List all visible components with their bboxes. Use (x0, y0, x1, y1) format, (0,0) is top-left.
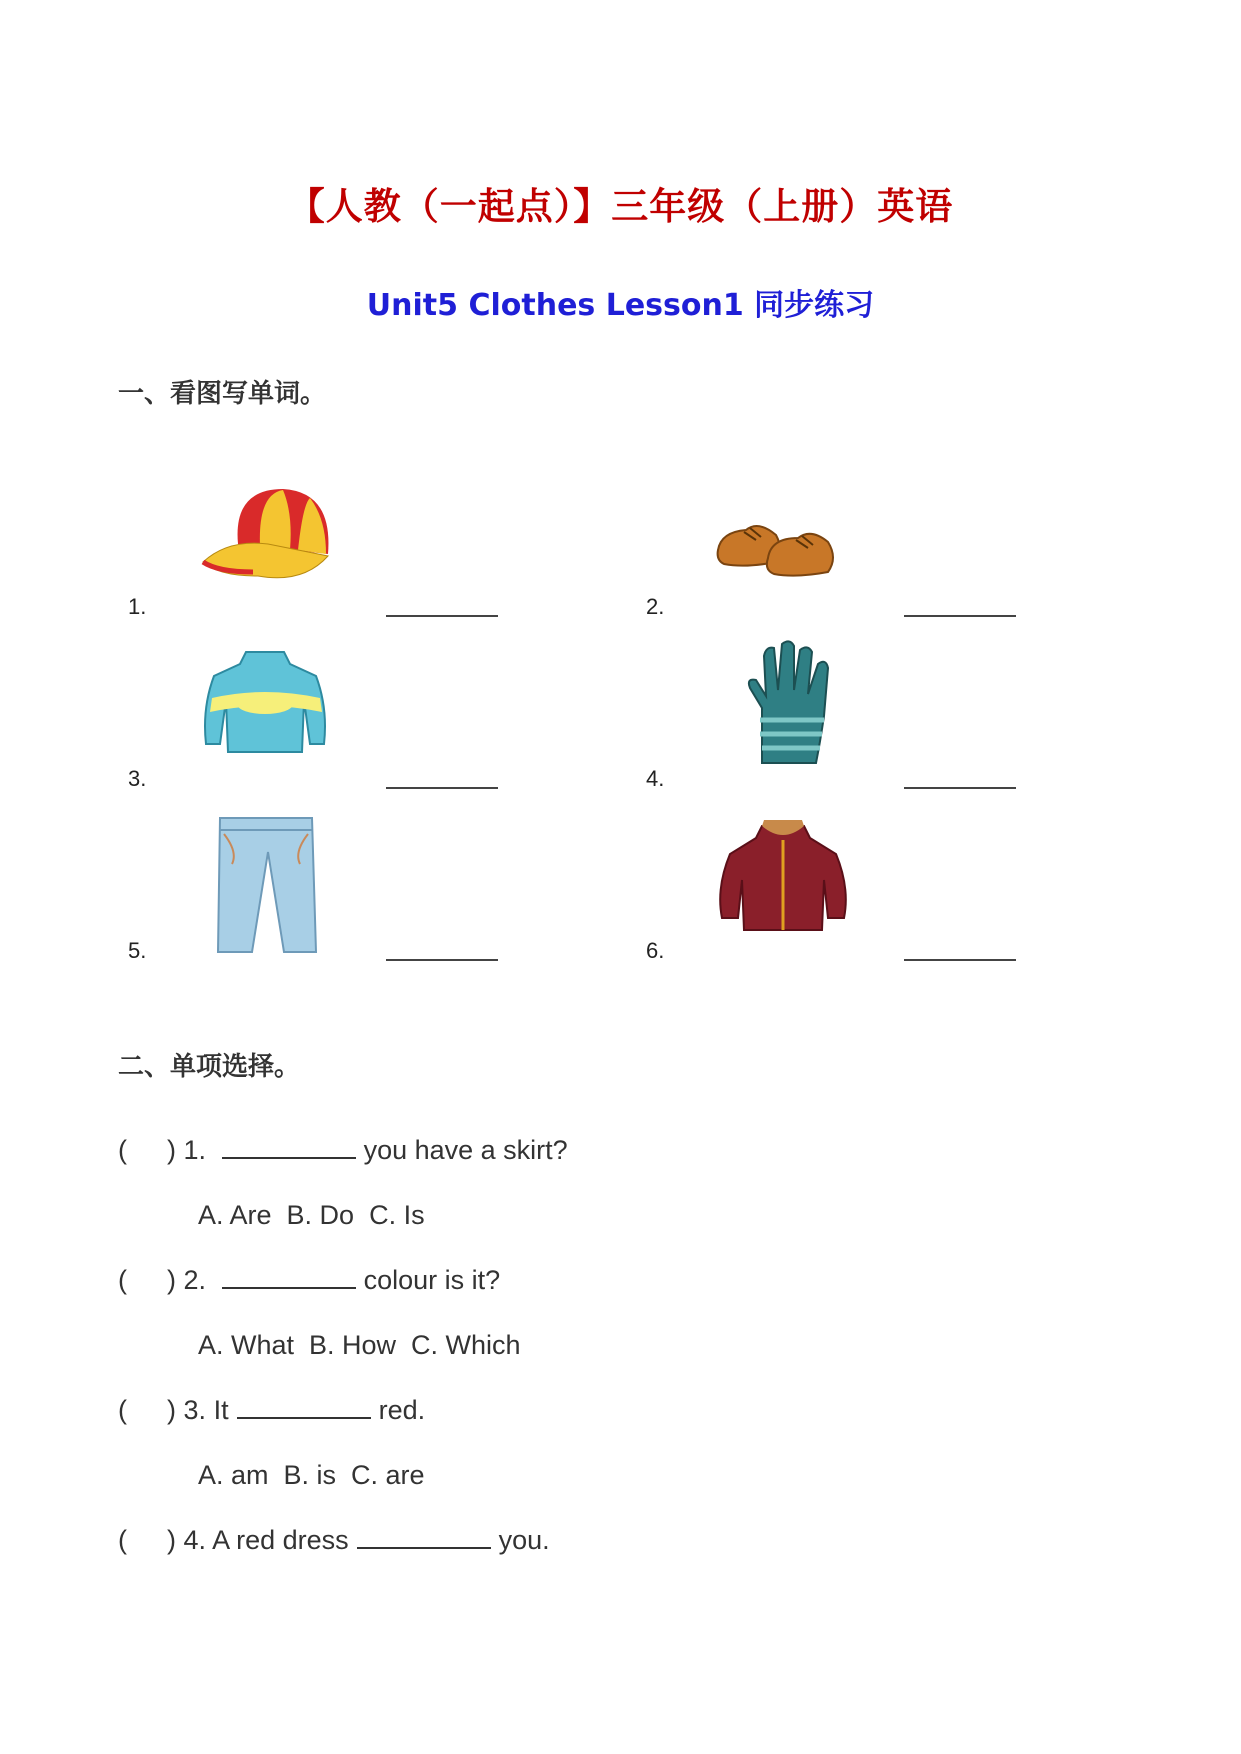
question-4-blank[interactable] (357, 1525, 491, 1549)
answer-blank-6[interactable] (904, 959, 1016, 961)
cap-icon (198, 484, 348, 588)
shoes-icon (716, 510, 836, 584)
section-2-heading: 二、单项选择。 (118, 1052, 301, 1082)
page-subtitle: Unit5 Clothes Lesson1 同步练习 (366, 288, 875, 323)
item-number: 5. (128, 938, 147, 963)
answer-blank-2[interactable] (904, 615, 1016, 617)
pants-icon (212, 812, 322, 961)
question-2: ( ) 2. colour is it? (118, 1265, 501, 1295)
question-2-options: A. What B. How C. Which (198, 1330, 521, 1360)
question-3: ( ) 3. It red. (118, 1395, 426, 1425)
section-1-heading: 一、看图写单词。 (118, 379, 327, 409)
item-number: 6. (646, 938, 665, 963)
answer-blank-4[interactable] (904, 787, 1016, 789)
question-3-blank[interactable] (237, 1395, 371, 1419)
answer-blank-1[interactable] (386, 615, 498, 617)
question-3-options: A. am B. is C. are (198, 1460, 425, 1490)
question-1-blank[interactable] (222, 1135, 356, 1159)
question-4: ( ) 4. A red dress you. (118, 1525, 550, 1555)
answer-blank-5[interactable] (386, 959, 498, 961)
item-number: 4. (646, 766, 665, 791)
jacket-icon (716, 818, 851, 942)
question-1: ( ) 1. you have a skirt? (118, 1135, 568, 1165)
question-1-options: A. Are B. Do C. Is (198, 1200, 425, 1230)
item-number: 2. (646, 594, 665, 619)
question-2-blank[interactable] (222, 1265, 356, 1289)
glove-icon (744, 638, 844, 772)
item-number: 3. (128, 766, 147, 791)
page-title: 【人教（一起点）】三年级（上册）英语 (287, 185, 954, 228)
item-number: 1. (128, 594, 147, 619)
sweater-icon (198, 648, 333, 762)
answer-blank-3[interactable] (386, 787, 498, 789)
